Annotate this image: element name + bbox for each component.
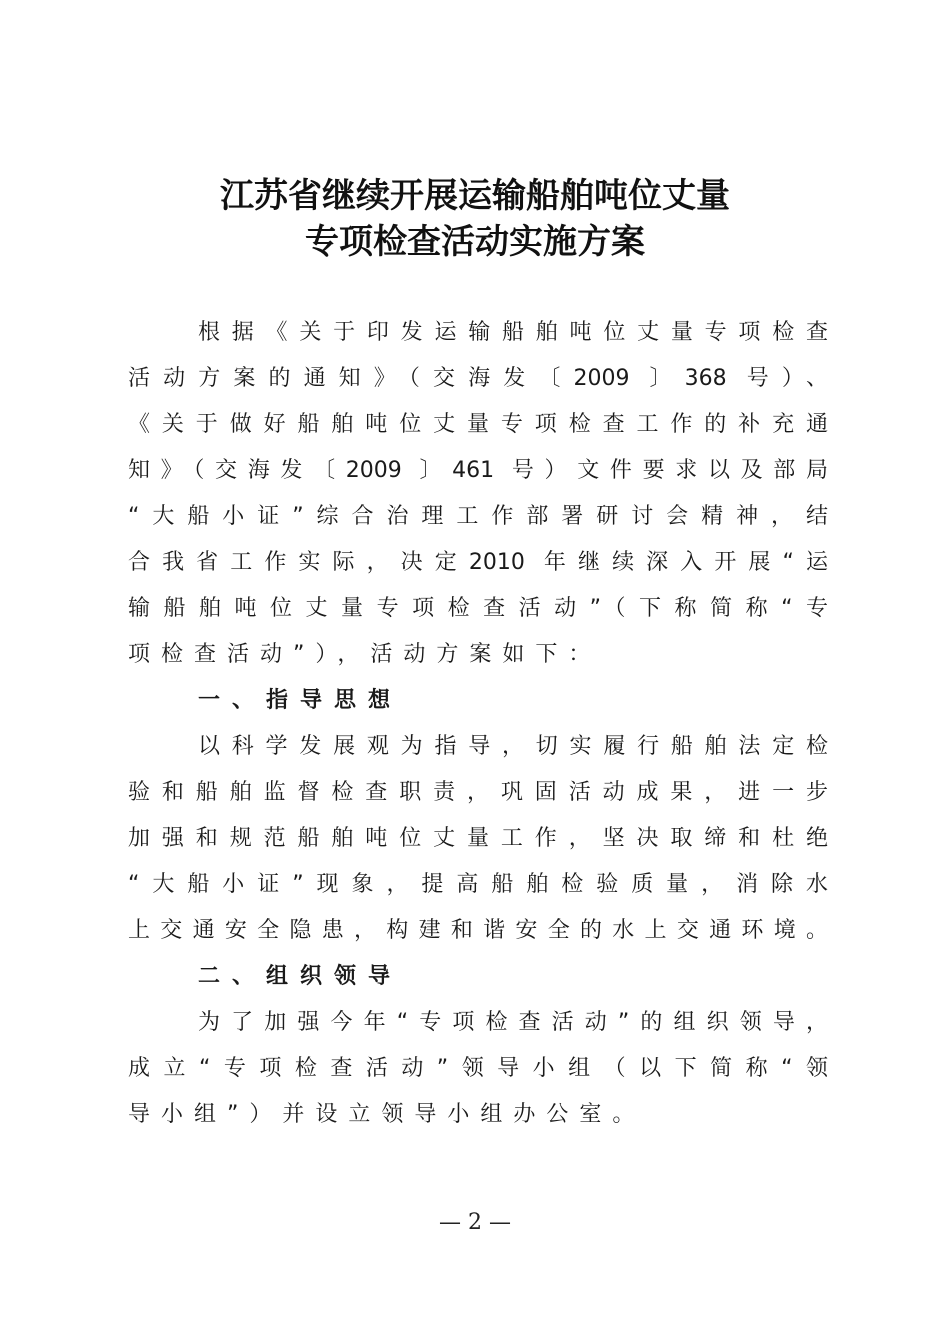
paragraph-1-line-1: 根据《关于印发运输船舶吨位丈量专项检查 [198,320,828,345]
section-heading-guiding-ideology: 一、指导思想 [198,688,403,713]
paragraph-3-line-2: 成立“专项检查活动”领导小组（以下简称“领 [128,1056,828,1081]
document-title-line-1: 江苏省继续开展运输船舶吨位丈量 [220,176,730,216]
page-number: — 2 — [439,1210,511,1235]
paragraph-1-line-3: 《关于做好船舶吨位丈量专项检查工作的补充通 [128,412,828,437]
paragraph-3-line-1: 为了加强今年“专项检查活动”的组织领导， [198,1010,828,1035]
paragraph-1-line-4: 知》（交海发〔2009 〕461 号）文件要求以及部局 [128,458,828,483]
document-title-line-2: 专项检查活动实施方案 [305,222,645,262]
paragraph-1-line-8: 项检查活动”），活动方案如下： [128,642,602,667]
paragraph-3-line-3: 导小组”）并设立领导小组办公室。 [128,1102,646,1127]
document-body [128,310,828,1190]
paragraph-1-line-2: 活动方案的通知》（交海发〔2009 〕368 号）、 [128,366,828,391]
paragraph-2-line-3: 加强和规范船舶吨位丈量工作，坚决取缔和杜绝 [128,826,828,851]
paragraph-2-line-4: “大船小证”现象，提高船舶检验质量，消除水 [128,872,828,897]
section-heading-organization-leadership: 二、组织领导 [198,964,403,989]
paragraph-1-line-7: 输船舶吨位丈量专项检查活动”（下称简称“专 [128,596,828,621]
paragraph-1-line-5: “大船小证”综合治理工作部署研讨会精神，结 [128,504,828,529]
paragraph-2-line-1: 以科学发展观为指导，切实履行船舶法定检 [198,734,828,759]
paragraph-2-line-2: 验和船舶监督检查职责，巩固活动成果，进一步 [128,780,828,805]
paragraph-2-line-5: 上交通安全隐患，构建和谐安全的水上交通环境。 [128,918,828,943]
paragraph-1-line-6: 合我省工作实际，决定2010 年继续深入开展“运 [128,550,828,575]
